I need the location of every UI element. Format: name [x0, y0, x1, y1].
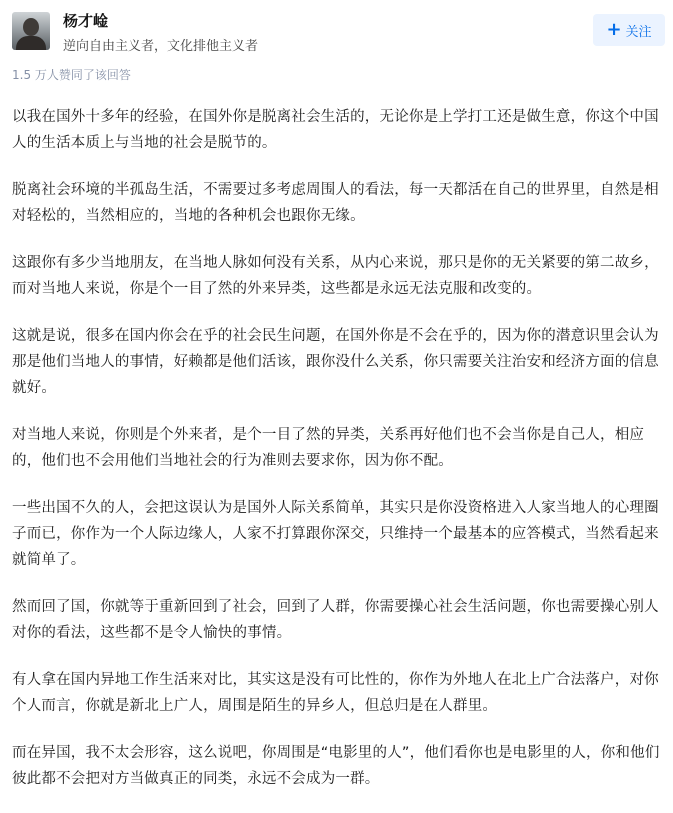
answer-paragraph: 然而回了国，你就等于重新回到了社会，回到了人群，你需要操心社会生活问题，你也需要操心别人对你的看法，这些都不是令人愉快的事情。 — [12, 599, 659, 641]
follow-label: 关注 — [625, 24, 652, 40]
author-avatar[interactable] — [12, 12, 50, 50]
answer-paragraph: 这就是说，很多在国内你会在乎的社会民生问题，在国外你是不会在乎的，因为你的潜意识里会认为那是他们当地人的事情，好赖都是他们活该，跟你没什么关系，你只需要关注治安和经济方面的信息就好。 — [12, 328, 659, 396]
answer-paragraph: 脱离社会环境的半孤岛生活，不需要过多考虑周围人的看法，每一天都活在自己的世界里，自然是相对轻松的，当然相应的，当地的各种机会也跟你无缘。 — [12, 182, 659, 224]
author-name[interactable]: 杨才崯 — [63, 12, 109, 30]
answer-paragraph: 以我在国外十多年的经验，在国外你是脱离社会生活的，无论你是上学打工还是做生意，你这个中国人的生活本质上与当地的社会是脱节的。 — [12, 109, 659, 151]
answer-paragraph: 而在异国，我不太会形容，这么说吧，你周围是“电影里的人”，他们看你也是电影里的人，你和他们彼此都不会把对方当做真正的同类，永远不会成为一群。 — [12, 745, 660, 787]
vote-count: 1.5 万人赞同了该回答 — [12, 68, 131, 82]
answer-paragraph: 一些出国不久的人，会把这误认为是国外人际关系简单，其实只是你没资格进入人家当地人的心理圈子而已，你作为一个人际边缘人，人家不打算跟你深交，只维持一个最基本的应答模式，当然看起来就简单了。 — [12, 500, 659, 568]
answer-content — [12, 104, 662, 813]
avatar-head — [23, 18, 39, 36]
author-bio: 逆向自由主义者，文化排他主义者 — [63, 39, 259, 54]
answer-paragraph: 这跟你有多少当地朋友，在当地人脉如何没有关系，从内心来说，那只是你的无关紧要的第二故乡，而对当地人来说，你是个一目了然的外来异类，这些都是永远无法克服和改变的。 — [12, 255, 659, 297]
avatar-body — [16, 36, 46, 50]
plus-icon: + — [606, 19, 622, 40]
answer-header — [0, 0, 673, 62]
follow-button[interactable] — [593, 14, 665, 46]
answer-paragraph: 有人拿在国内异地工作生活来对比，其实这是没有可比性的，你作为外地人在北上广合法落户，对你个人而言，你就是新北上广人，周围是陌生的异乡人，但总归是在人群里。 — [12, 672, 659, 714]
answer-paragraph: 对当地人来说，你则是个外来者，是个一目了然的异类，关系再好他们也不会当你是自己人，相应的，他们也不会用他们当地社会的行为准则去要求你，因为你不配。 — [12, 427, 645, 469]
